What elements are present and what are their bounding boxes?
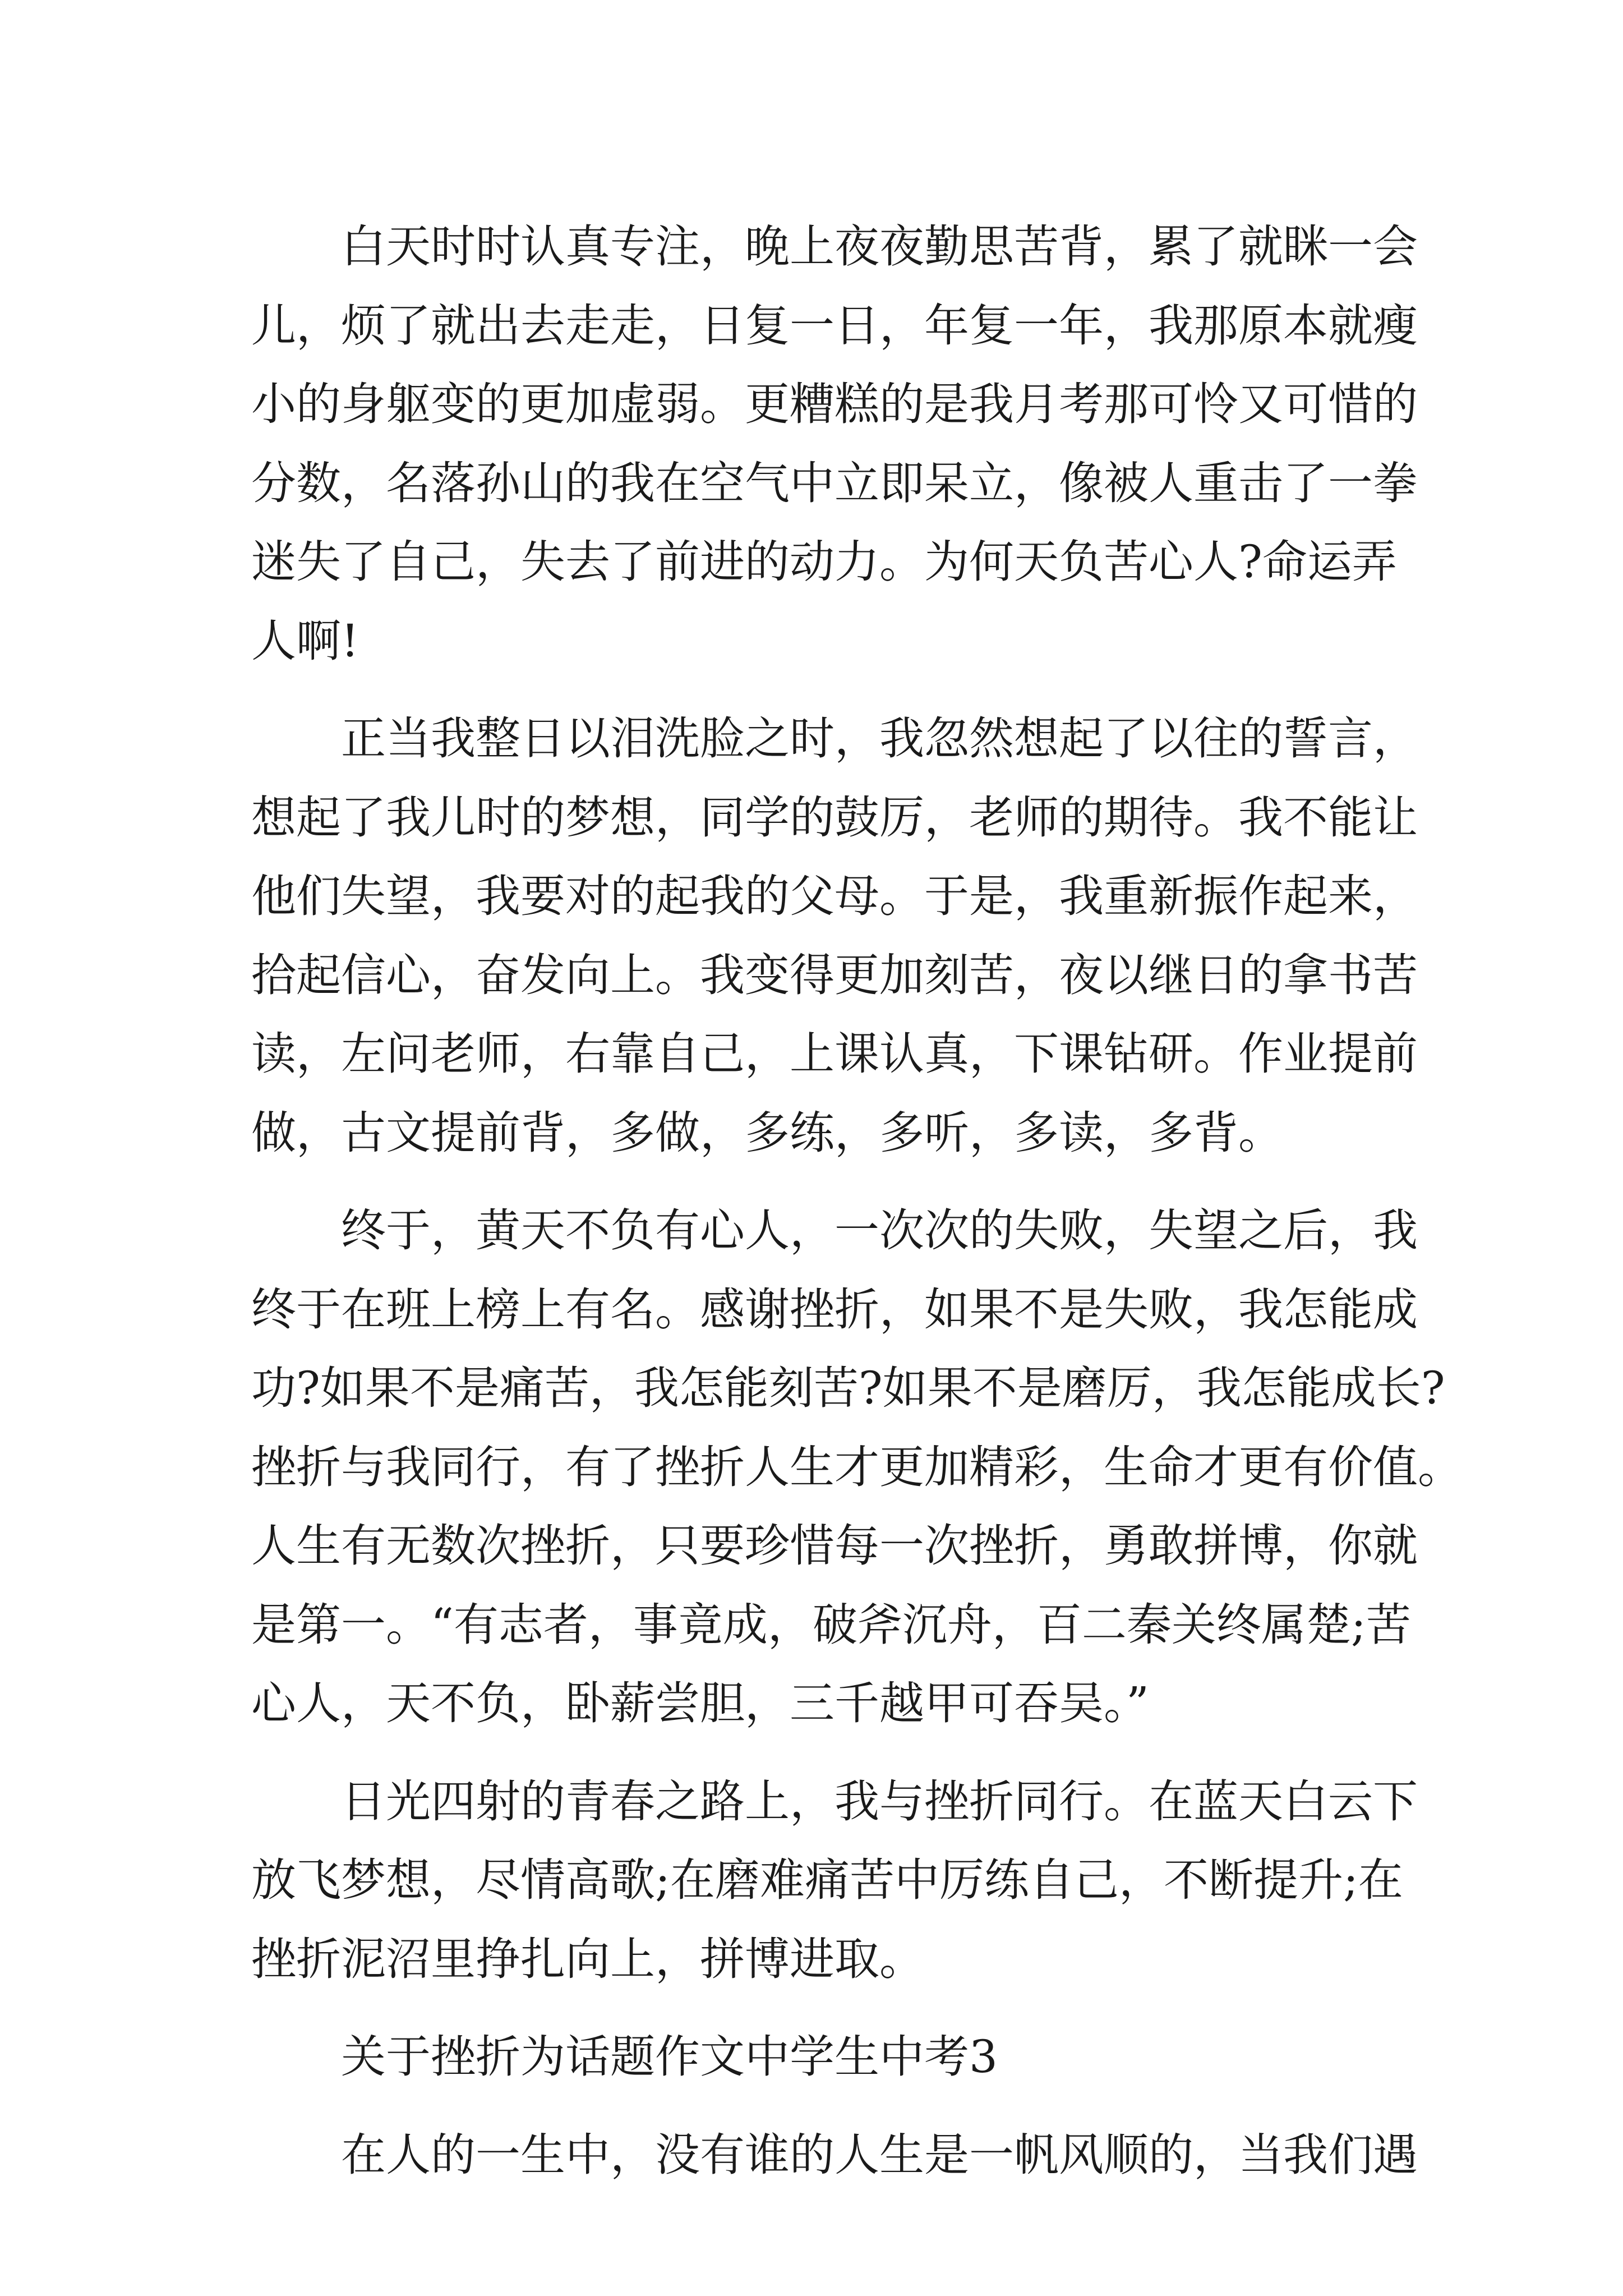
text-line: 白天时时认真专注，晚上夜夜勤思苦背，累了就眯一会 [341,220,1418,273]
text-line: 在人的一生中，没有谁的人生是一帆风顺的，当我们遇 [341,2128,1418,2181]
text-line: 迷失了自己，失去了前进的动力。为何天负苦心人?命运弄 [251,536,1397,588]
text-line: 功?如果不是痛苦，我怎能刻苦?如果不是磨厉，我怎能成长? [251,1362,1445,1414]
text-line: 读，左问老师，右靠自己，上课认真，下课钻研。作业提前 [251,1028,1418,1080]
text-line: 关于挫折为话题作文中学生中考3 [341,2031,998,2083]
text-line: 是第一。“有志者，事竟成，破斧沉舟，百二秦关终属楚;苦 [251,1598,1411,1651]
text-line: 儿，烦了就出去走走，日复一日，年复一年，我那原本就瘦 [251,299,1418,352]
text-line: 终于在班上榜上有名。感谢挫折，如果不是失败，我怎能成 [251,1283,1418,1336]
paragraph [251,1191,1463,1743]
text-line: 放飞梦想，尽情高歌;在磨难痛苦中厉练自己，不断提升;在 [251,1854,1403,1906]
paragraph [251,208,1418,680]
text-line: 做，古文提前背，多做，多练，多听，多读，多背。 [251,1106,1283,1159]
text-line: 分数，名落孙山的我在空气中立即呆立，像被人重击了一拳 [251,457,1418,509]
text-line: 终于，黄天不负有心人，一次次的失败，失望之后，我 [341,1204,1418,1257]
document-body [251,208,1463,2194]
text-line: 拾起信心，奋发向上。我变得更加刻苦，夜以继日的拿书苦 [251,949,1418,1001]
text-line: 想起了我儿时的梦想，同学的鼓厉，老师的期待。我不能让 [251,791,1418,844]
text-line: 小的身躯变的更加虚弱。更糟糕的是我月考那可怜又可惜的 [251,378,1418,430]
text-line: 人生有无数次挫折，只要珍惜每一次挫折，勇敢拼博，你就 [251,1520,1418,1572]
text-line: 正当我整日以泪洗脸之时，我忽然想起了以往的誓言， [341,712,1418,765]
paragraph [251,1763,1418,1999]
text-line: 他们失望，我要对的起我的父母。于是，我重新振作起来， [251,870,1418,922]
paragraph [251,700,1418,1172]
section-heading [251,2018,1390,2097]
text-line: 挫折泥沼里挣扎向上，拼博进取。 [251,1932,924,1985]
text-line: 挫折与我同行，有了挫折人生才更加精彩，生命才更有价值。 [251,1441,1463,1493]
text-line: 日光四射的青春之路上，我与挫折同行。在蓝天白云下 [341,1775,1418,1828]
text-line: 人啊! [251,614,359,667]
paragraph [251,2116,1418,2195]
text-line: 心人，天不负，卧薪尝胆，三千越甲可吞吴。” [251,1677,1149,1729]
